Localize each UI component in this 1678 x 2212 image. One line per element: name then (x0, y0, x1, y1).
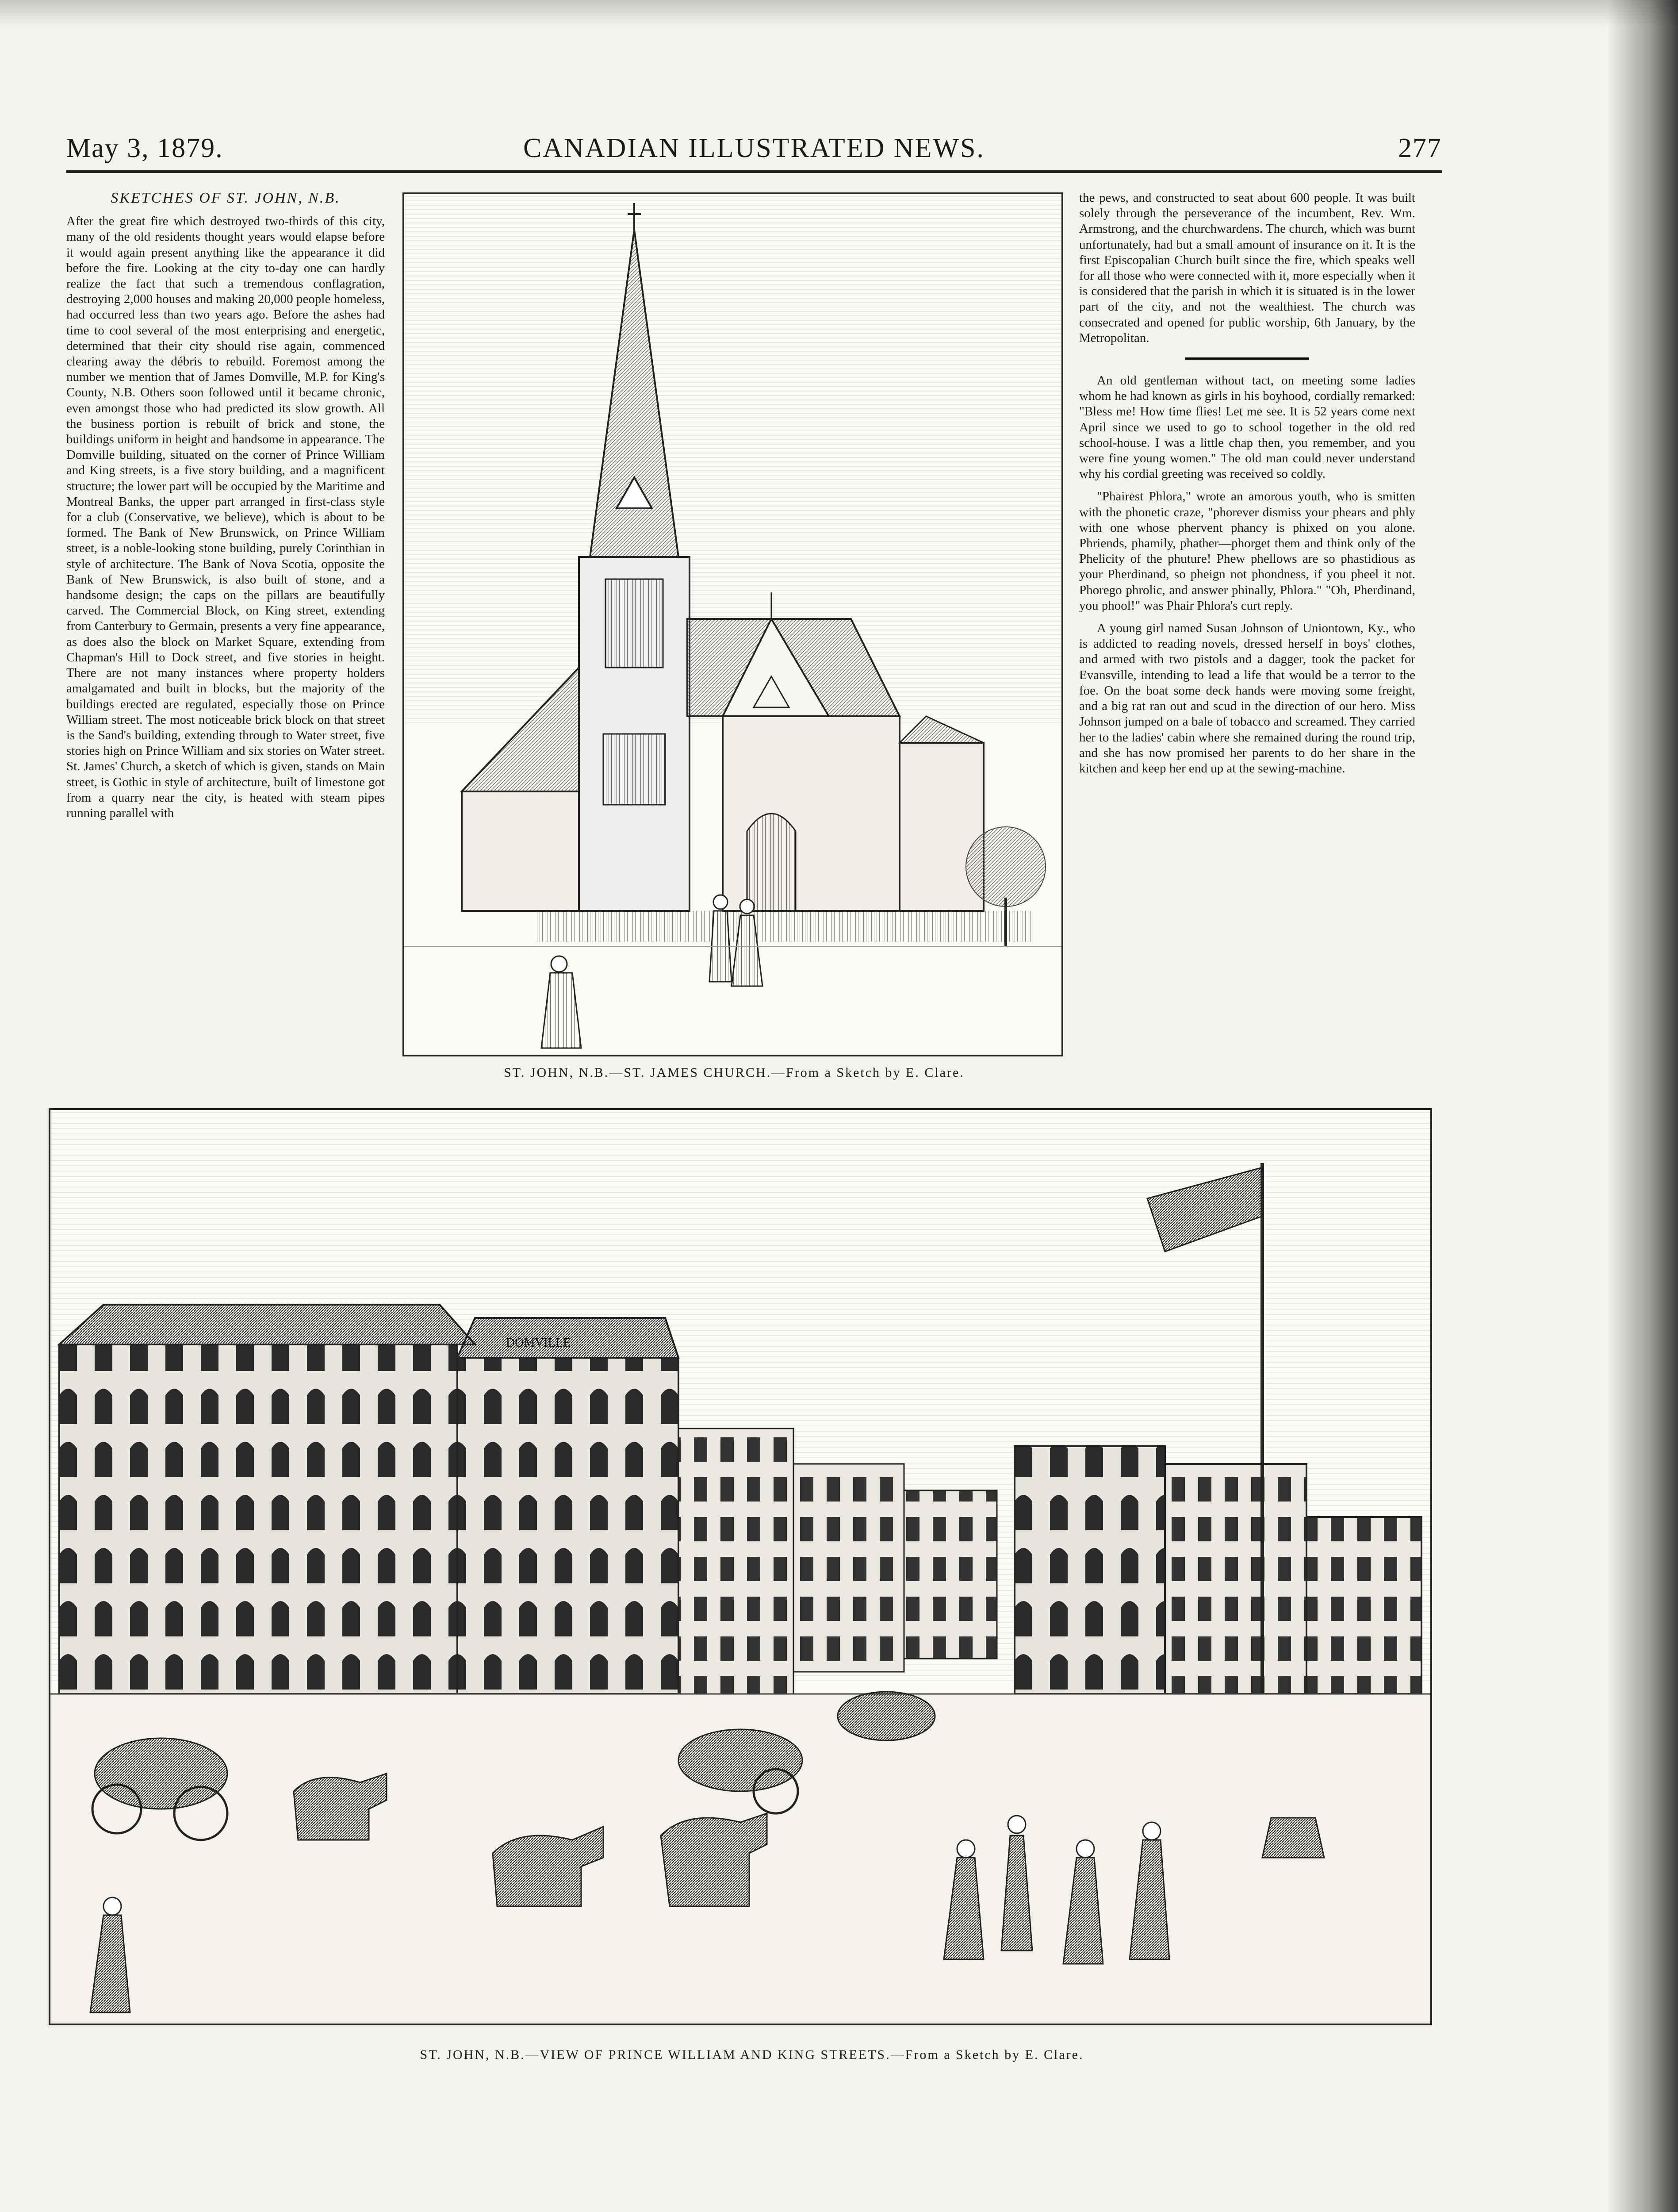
scan-shadow-binding (1607, 0, 1678, 2212)
miscellany-item: "Phairest Phlora," wrote an amorous youth, who is smitten with the phonetic craze, "phorever dismiss your phears and phly with one whose phervent phancy is phixed on you alone. Phriends, phamily, phather—phorget them and think only of the Phelicity of the phuture! Phew phellows are so phastidious as your Pherdinand, so pheign not phondness, if you pheel it not. Phorego phrolic, and answer phinally, Phlora." "Oh, Pherdinand, you phool!" was Phair Phlora's curt reply. (1079, 489, 1415, 613)
scan-shadow-top (0, 0, 1678, 27)
street-caption: ST. JOHN, N.B.—VIEW OF PRINCE WILLIAM AND KING STREETS.—From a Sketch by E. Clare. (420, 2047, 1084, 2062)
continuation-column (1079, 190, 1415, 973)
publication-title: CANADIAN ILLUSTRATED NEWS. (523, 133, 985, 163)
church-caption: ST. JOHN, N.B.—ST. JAMES CHURCH.—From a Sketch by E. Clare. (504, 1065, 965, 1080)
header-rule (66, 170, 1442, 173)
domville-sign: DOMVILLE (506, 1336, 571, 1350)
article-paragraph: After the great fire which destroyed two-thirds of this city, many of the old residents thought years would elapse before it would again present anything like the appearance it did before the fire. Looking at the city to-day one can hardly realize the fact that such a tremendous conflagration, destroying 2,000 houses and making 20,000 people homeless, had occurred less than two years ago. Before the ashes had time to cool several of the most enterprising and energetic, determined that their city should rise again, commenced clearing away the débris to rebuild. Foremost among the number we mention that of James Domville, M.P. for King's County, N.B. Others soon followed until it became chronic, even amongst those who had predicted its slow growth. All the business portion is rebuilt of brick and stone, the buildings uniform in height and handsome in appearance. The Domville building, situated on the corner of Prince William and King streets, is a five story building, and a magnificent structure; the lower part will be occupied by the Maritime and Montreal Banks, the upper part arranged in first-class style for a club (Conservative, we believe), which is about to be formed. The Bank of New Brunswick, on Prince William street, is a noble-looking stone building, purely Corinthian in style of architecture. The Bank of Nova Scotia, opposite the Bank of New Brunswick, is also built of stone, and a handsome design; the caps on the pillars are beautifully carved. The Commercial Block, on King street, extending from Canterbury to Germain, presents a very fine appearance, as does also the block on Market Square, extending from Chapman's Hill to Dock street, and five stories in height. There are not many instances where property holders amalgamated and built in blocks, but the majority of the buildings erected are regulated, especially those on Prince William street. The most noticeable brick block on that street is the Sand's building, extending through to Water street, five stories high on Prince William and six stories on Water street. St. James' Church, a sketch of which is given, stands on Main street, is Gothic in style of architecture, built of limestone got from a quarry near the city, is heated with steam pipes running parallel with (66, 214, 385, 820)
section-divider (1185, 357, 1309, 360)
miscellany-item: An old gentleman without tact, on meeting some ladies whom he had known as girls in his boyhood, cordially remarked: "Bless me! How time flies! Let me see. It is 52 years come next April since we used to go to school together in the old red school-house. I was a little chap then, you remember, and you were fine young women." The old man could never understand why his cordial greeting was received so coldly. (1079, 373, 1415, 481)
article-column (66, 190, 385, 973)
church-engraving (402, 192, 1063, 1056)
miscellany-item: A young girl named Susan Johnson of Uniontown, Ky., who is addicted to reading novels, dressed herself in boys' clothes, and armed with two pistols and a dagger, took the packet for Evansville, intending to lead a life that would be a terror to the foe. On the boat some deck hands were moving some freight, and a big rat ran out and scud in the direction of our hero. Miss Johnson jumped on a bale of tobacco and screamed. They carried her to the ladies' cabin where she remained during the round trip, and she has now promised her parents to do her share in the kitchen and keep her end up at the sewing-machine. (1079, 621, 1415, 776)
article-title: SKETCHES OF ST. JOHN, N.B. (111, 190, 341, 206)
issue-date: May 3, 1879. (66, 133, 223, 163)
page-header (66, 128, 1442, 168)
street-engraving (49, 1108, 1432, 2025)
page-number: 277 (1398, 133, 1442, 163)
article-continuation: the pews, and constructed to seat about 600 people. It was built solely through the perseverance of the incumbent, Rev. Wm. Armstrong, and the churchwardens. The church, which was burnt unfortunately, had but a small amount of insurance on it. It is the first Episcopalian Church built since the fire, which speaks well for all those who were connected with it, more especially when it is considered that the parish in which it is situated is in the lower part of the city, and not the wealthiest. The church was consecrated and opened for public worship, 6th January, by the Metropolitan. (1079, 191, 1415, 345)
